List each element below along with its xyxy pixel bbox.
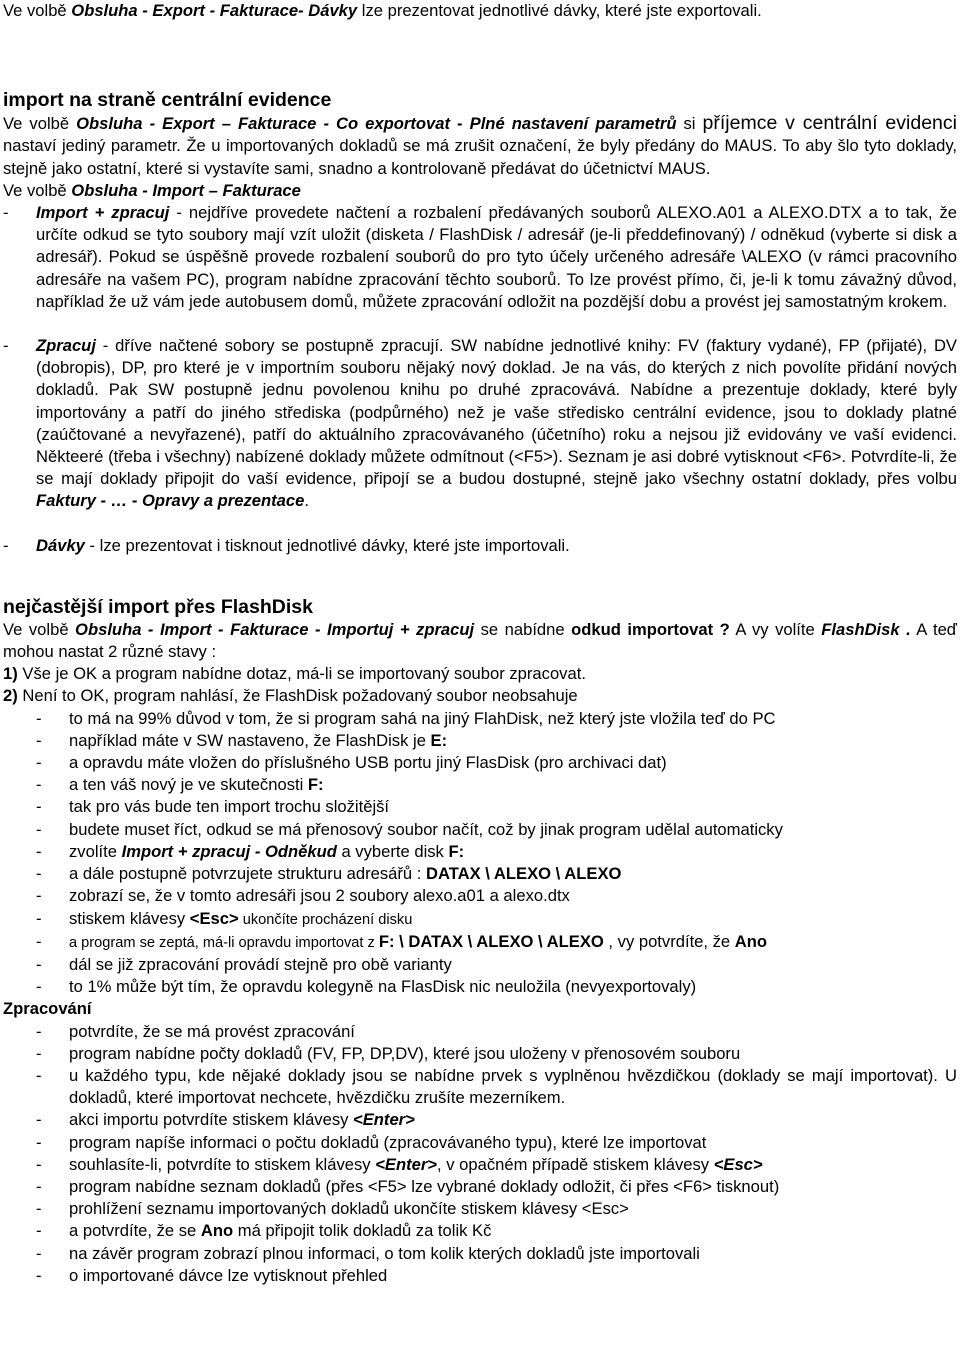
text: Není to OK, program nahlásí, že FlashDisk požadovaný soubor neobsahuje bbox=[17, 686, 578, 706]
dash: - bbox=[36, 886, 42, 906]
state-1 bbox=[3, 663, 957, 685]
text: FlashDisk . bbox=[821, 619, 911, 639]
text: například máte v SW nastaveno, že FlashDisk je bbox=[69, 730, 431, 750]
list-item-text: o importované dávce lze vytisknout přehled bbox=[69, 1265, 388, 1285]
text: Ve volbě bbox=[3, 1, 72, 20]
list-item-text: na závěr program zobrazí plnou informaci, o tom kolik kterých dokladů jste importovali bbox=[69, 1243, 700, 1263]
list-item bbox=[3, 819, 957, 841]
dash: - bbox=[36, 864, 42, 884]
dash: - bbox=[36, 730, 42, 750]
list-item bbox=[3, 1198, 957, 1220]
dash: - bbox=[3, 535, 9, 555]
list-item-text bbox=[69, 863, 957, 885]
text: - nejdříve provedete načtení a rozbalení předávaných souborů ALEXO.A01 a ALEXO.DTX a to tak, že určíte odkud se tyto soubory mají vzít uložit (disketa / FlashDisk / adresář (je-li předdefinovaný) / odněkud (vyberte si disk a adresář). Pokud se úspěšně provede rozbalení souborů do pro tyto účely určeného adresáře \ALEXO (v rámci pracovního adresáře na vašem PC), program nabídne zpracování těchto souborů. To lze provést přímo, či, je-li k tomu závažný důvod, například že už vám jede autobusem domů, můžete zpracování odložit na pozdější dobu a provést jej samostatným krokem. bbox=[36, 203, 957, 311]
text: F: bbox=[307, 775, 324, 795]
list-item bbox=[3, 796, 957, 818]
list-item bbox=[3, 1176, 957, 1198]
dash: - bbox=[36, 1221, 42, 1241]
text: má připojit tolik dokladů za tolik Kč bbox=[233, 1221, 492, 1241]
list-item-text bbox=[69, 774, 957, 796]
list-item bbox=[3, 752, 957, 774]
list-item-text: to 1% může být tím, že opravdu kolegyně na FlasDisk nic neuložila (nevyexportovaly) bbox=[69, 977, 697, 997]
list-item-text: dál se již zpracování provádí stejně pro obě varianty bbox=[69, 954, 452, 974]
list-item-text: budete muset říct, odkud se má přenosový soubor načít, což by jinak program udělal automaticky bbox=[69, 819, 783, 839]
dash: - bbox=[36, 931, 42, 951]
list-item-text bbox=[69, 931, 957, 954]
dash: - bbox=[36, 841, 42, 861]
list-item-text bbox=[36, 335, 957, 513]
menu-item-name: Dávky bbox=[36, 535, 85, 555]
text: lze prezentovat jednotlivé dávky, které jste exportovali. bbox=[357, 1, 762, 20]
dash: - bbox=[36, 1021, 42, 1041]
key-name: <Esc> bbox=[713, 1154, 763, 1174]
list-item bbox=[3, 908, 957, 931]
list-item-text bbox=[36, 202, 957, 313]
list-item-text bbox=[69, 1220, 957, 1242]
menu-item-name: Import + zpracuj bbox=[36, 203, 170, 223]
number: 2) bbox=[3, 686, 18, 706]
list-item bbox=[3, 774, 957, 796]
dash: - bbox=[36, 1176, 42, 1196]
dash: - bbox=[36, 1110, 42, 1130]
text: stiskem klávesy bbox=[69, 908, 190, 928]
dash: - bbox=[36, 908, 42, 928]
dash: - bbox=[36, 1154, 42, 1174]
section-heading-central-import: import na straně centrální evidence bbox=[3, 89, 332, 112]
list-item-text bbox=[69, 730, 957, 752]
list-item-text: zobrazí se, že v tomto adresáři jsou 2 soubory alexo.a01 a alexo.dtx bbox=[69, 886, 570, 906]
section-heading-flashdisk: nejčastější import přes FlashDisk bbox=[3, 595, 313, 618]
list-item bbox=[3, 535, 957, 557]
list-item bbox=[3, 954, 957, 976]
dash: - bbox=[36, 1243, 42, 1263]
text: - lze prezentovat i tisknout jednotlivé dávky, které jste importovali. bbox=[84, 535, 570, 555]
menu-item-name: Zpracuj bbox=[36, 336, 96, 356]
list-item-text: tak pro vás bude ten import trochu složitější bbox=[69, 797, 390, 817]
list-item-text bbox=[69, 908, 957, 931]
list-item-text: program napíše informaci o počtu dokladů (zpracovávaného typu), které lze importovat bbox=[69, 1132, 707, 1152]
text: a potvrdíte, že se bbox=[69, 1221, 201, 1241]
dash: - bbox=[36, 1043, 42, 1063]
text: DATAX \ ALEXO \ ALEXO bbox=[425, 864, 622, 884]
list-item bbox=[3, 1220, 957, 1242]
dash: - bbox=[3, 203, 9, 223]
text: Ve volbě bbox=[3, 619, 76, 639]
text: - dříve načtené sobory se postupně zpracují. SW nabídne jednotlivé knihy: FV (faktury vydané), FP (přijaté), DV (dobropis), DP, pro které je v importním souboru nějaký nový doklad. Je na vás, do kterých z nich povolíte přidání nových dokladů. Pak SW postupně jednu povolenou knihu po druhé zpracovává. Nabídne a prezentuje doklady, které byly importovány a patří do jiného střediska (podpůrného) než je vaše středisko centrální evidence, jsou to doklady platné (zaúčtované a nevyřazené), patří do aktuálního zpracovávaného (účetního) roku a nejsou již evidovány ve vaší evidenci. Někteeré (třeba i všechny) nabízené doklady můžete odmítnout (<F5>). Seznam je asi dobré vytisknout <F6>. Potvrdíte-li, že se mají doklady připojit do vaší evidence, připojí se a budou dostupné, stejně jako všechny ostatní doklady, přes volbu bbox=[36, 336, 957, 489]
dash: - bbox=[36, 775, 42, 795]
list-item-text: prohlížení seznamu importovaných dokladů ukončíte stiskem klávesy <Esc> bbox=[69, 1199, 629, 1219]
section2-paragraph bbox=[3, 619, 957, 663]
text: Ano bbox=[200, 1221, 234, 1241]
list-item-text: u každého typu, kde nějaké doklady jsou se nabídne prvek s vyplněnou hvězdičkou (doklady se mají importovat). U dokladů, které importovat nechcete, hvězdičku zrušíte mezerníkem. bbox=[69, 1065, 957, 1108]
list-item bbox=[3, 1109, 957, 1131]
section-heading-processing: Zpracování bbox=[3, 999, 92, 1019]
text: se nabídne bbox=[474, 619, 572, 639]
dash: - bbox=[36, 753, 42, 773]
text: , v opačném případě stiskem klávesy bbox=[437, 1154, 714, 1174]
text: nastaví jediný parametr. Že u importovaných dokladů se má zrušit označení, že byly předány do MAUS. To aby šlo tyto doklady, stejně jako ostatní, které si vystavíte sami, snadno a kontrolovaně předávat do účetnictví MAUS. bbox=[3, 136, 957, 178]
list-item bbox=[3, 1021, 957, 1043]
text: a ten váš nový je ve skutečnosti bbox=[69, 775, 308, 795]
list-item bbox=[3, 885, 957, 907]
list-item-text: potvrdíte, že se má provést zpracování bbox=[69, 1021, 355, 1041]
list-item bbox=[3, 976, 957, 998]
list-item bbox=[3, 1065, 957, 1109]
text: Ve volbě bbox=[3, 180, 72, 200]
menu-path: Faktury - … - Opravy a prezentace bbox=[36, 491, 305, 511]
dash: - bbox=[36, 797, 42, 817]
text: akci importu potvrdíte stiskem klávesy bbox=[69, 1110, 354, 1130]
dash: - bbox=[36, 1065, 42, 1085]
dash: - bbox=[3, 336, 9, 356]
text: <Esc> bbox=[189, 908, 239, 928]
text: a dále postupně potvrzujete strukturu adresářů : bbox=[69, 864, 426, 884]
number: 1) bbox=[3, 664, 18, 684]
menu-path: Import + zpracuj - Odněkud bbox=[121, 841, 337, 861]
key-name: <Enter> bbox=[353, 1110, 415, 1130]
list-item-text bbox=[69, 1109, 957, 1131]
list-item-text: program nabídne seznam dokladů (přes <F5> lze vybrané doklady odložit, či přes <F6> tisknout) bbox=[69, 1176, 780, 1196]
list-item bbox=[3, 1265, 957, 1287]
text: F: \ DATAX \ ALEXO \ ALEXO bbox=[378, 931, 604, 951]
text: ukončíte procházení disku bbox=[238, 911, 413, 928]
text: , vy potvrdíte, že bbox=[603, 931, 735, 951]
menu-path: Obsluha - Import - Fakturace - Importuj + zpracuj bbox=[75, 619, 475, 639]
text: Ve volbě bbox=[3, 114, 77, 134]
text: souhlasíte-li, potvrdíte to stiskem klávesy bbox=[69, 1154, 376, 1174]
menu-path: Obsluha - Export - Fakturace- Dávky bbox=[71, 1, 358, 20]
list-item-text: a opravdu máte vložen do příslušného USB portu jiný FlasDisk (pro archivaci dat) bbox=[69, 753, 667, 773]
text: odkud importovat ? bbox=[571, 619, 730, 639]
list-item bbox=[3, 1243, 957, 1265]
text: a vyberte disk bbox=[336, 841, 449, 861]
list-item bbox=[3, 1154, 957, 1176]
text: Ano bbox=[734, 931, 768, 951]
dash: - bbox=[36, 977, 42, 997]
list-item bbox=[3, 1132, 957, 1154]
menu-path: Obsluha - Export – Fakturace - Co exportovat - Plné nastavení parametrů bbox=[76, 114, 677, 134]
list-item bbox=[3, 841, 957, 863]
list-item bbox=[3, 202, 957, 313]
text: zvolíte bbox=[69, 841, 122, 861]
dash: - bbox=[36, 1265, 42, 1285]
dash: - bbox=[36, 954, 42, 974]
text: a program se zeptá, má-li opravdu importovat z bbox=[69, 934, 379, 951]
dash: - bbox=[36, 708, 42, 728]
dash: - bbox=[36, 819, 42, 839]
list-item-text: program nabídne počty dokladů (FV, FP, DP,DV), které jsou uloženy v přenosovém souboru bbox=[69, 1043, 741, 1063]
list-item bbox=[3, 730, 957, 752]
section1-paragraph bbox=[3, 112, 957, 180]
key-name: <Enter> bbox=[375, 1154, 437, 1174]
list-item bbox=[3, 335, 957, 513]
list-item bbox=[3, 708, 957, 730]
list-item-text bbox=[69, 1154, 957, 1176]
list-item bbox=[3, 931, 957, 954]
list-item-text bbox=[36, 535, 957, 557]
text: F: bbox=[448, 841, 465, 861]
list-item bbox=[3, 863, 957, 885]
text: A teď mohou nastat 2 různé stavy : bbox=[3, 619, 957, 662]
text: . bbox=[304, 491, 309, 511]
state-2 bbox=[3, 685, 957, 707]
text: Vše je OK a program nabídne dotaz, má-li se importovaný soubor zpracovat. bbox=[17, 664, 586, 684]
text: si bbox=[676, 114, 703, 134]
list-item-text bbox=[69, 841, 957, 863]
text: E: bbox=[430, 730, 448, 750]
text: A vy volíte bbox=[729, 619, 822, 639]
dash: - bbox=[36, 1132, 42, 1152]
menu-path: Obsluha - Import – Fakturace bbox=[71, 180, 301, 200]
section1-import-path bbox=[3, 180, 957, 202]
dash: - bbox=[36, 1199, 42, 1219]
text: příjemce v centrální evidenci bbox=[702, 112, 957, 135]
list-item bbox=[3, 1043, 957, 1065]
intro-line bbox=[3, 0, 957, 22]
list-item-text: to má na 99% důvod v tom, že si program sahá na jiný FlahDisk, než který jste vložila teď do PC bbox=[69, 708, 776, 728]
